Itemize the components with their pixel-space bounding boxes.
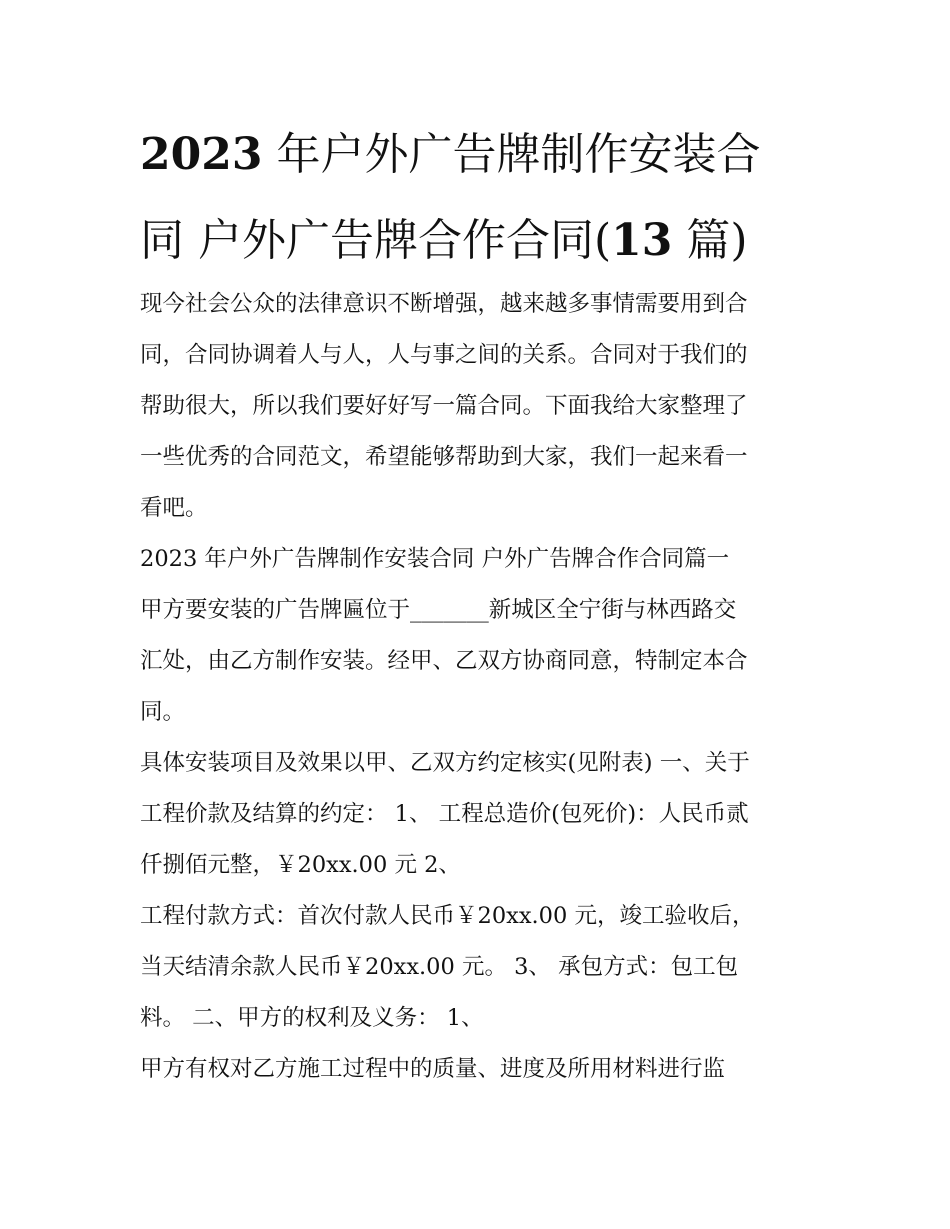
title-line-1-text: 年户外广告牌制作安装合: [262, 129, 761, 180]
title-line-1: [140, 112, 820, 198]
document-body: [140, 279, 820, 1095]
body-line: 甲方有权对乙方施工过程中的质量、进度及所用材料进行监: [140, 1056, 726, 1082]
body-line: 同，合同协调着人与人，人与事之间的关系。合同对于我们的: [140, 342, 748, 368]
body-line: 工程价款及结算的约定： 1、 工程总造价(包死价)：人民币贰: [140, 801, 749, 827]
body-line: 看吧。: [140, 495, 208, 521]
title-count: 13: [611, 215, 673, 266]
document-title: [140, 112, 820, 284]
body-line: 现今社会公众的法律意识不断增强，越来越多事情需要用到合: [140, 291, 748, 317]
body-line: 当天结清余款人民币￥20xx.00 元。 3、 承包方式：包工包: [140, 954, 739, 980]
title-line-2-text-b: 篇): [672, 215, 748, 266]
title-line-2: [140, 198, 820, 284]
body-line: 仟捌佰元整，￥20xx.00 元 2、: [140, 852, 461, 878]
body-line: 工程付款方式：首次付款人民币￥20xx.00 元，竣工验收后，: [140, 903, 755, 929]
body-line: 料。 二、甲方的权利及义务： 1、: [140, 1005, 484, 1031]
body-line: 汇处，由乙方制作安装。经甲、乙双方协商同意，特制定本合: [140, 648, 748, 674]
body-line: 同。: [140, 699, 186, 725]
body-line: 具体安装项目及效果以甲、乙双方约定核实(见附表) 一、关于: [140, 750, 750, 776]
body-line: 甲方要安装的广告牌匾位于_______新城区全宁街与林西路交: [140, 597, 737, 623]
title-line-2-text-a: 同 户外广告牌合作合同(: [140, 215, 612, 266]
section-heading: 2023 年户外广告牌制作安装合同 户外广告牌合作合同篇一: [140, 546, 730, 572]
title-year: 2023: [140, 129, 263, 180]
body-line: 一些优秀的合同范文，希望能够帮助到大家，我们一起来看一: [140, 444, 748, 470]
body-line: 帮助很大，所以我们要好好写一篇合同。下面我给大家整理了: [140, 393, 748, 419]
